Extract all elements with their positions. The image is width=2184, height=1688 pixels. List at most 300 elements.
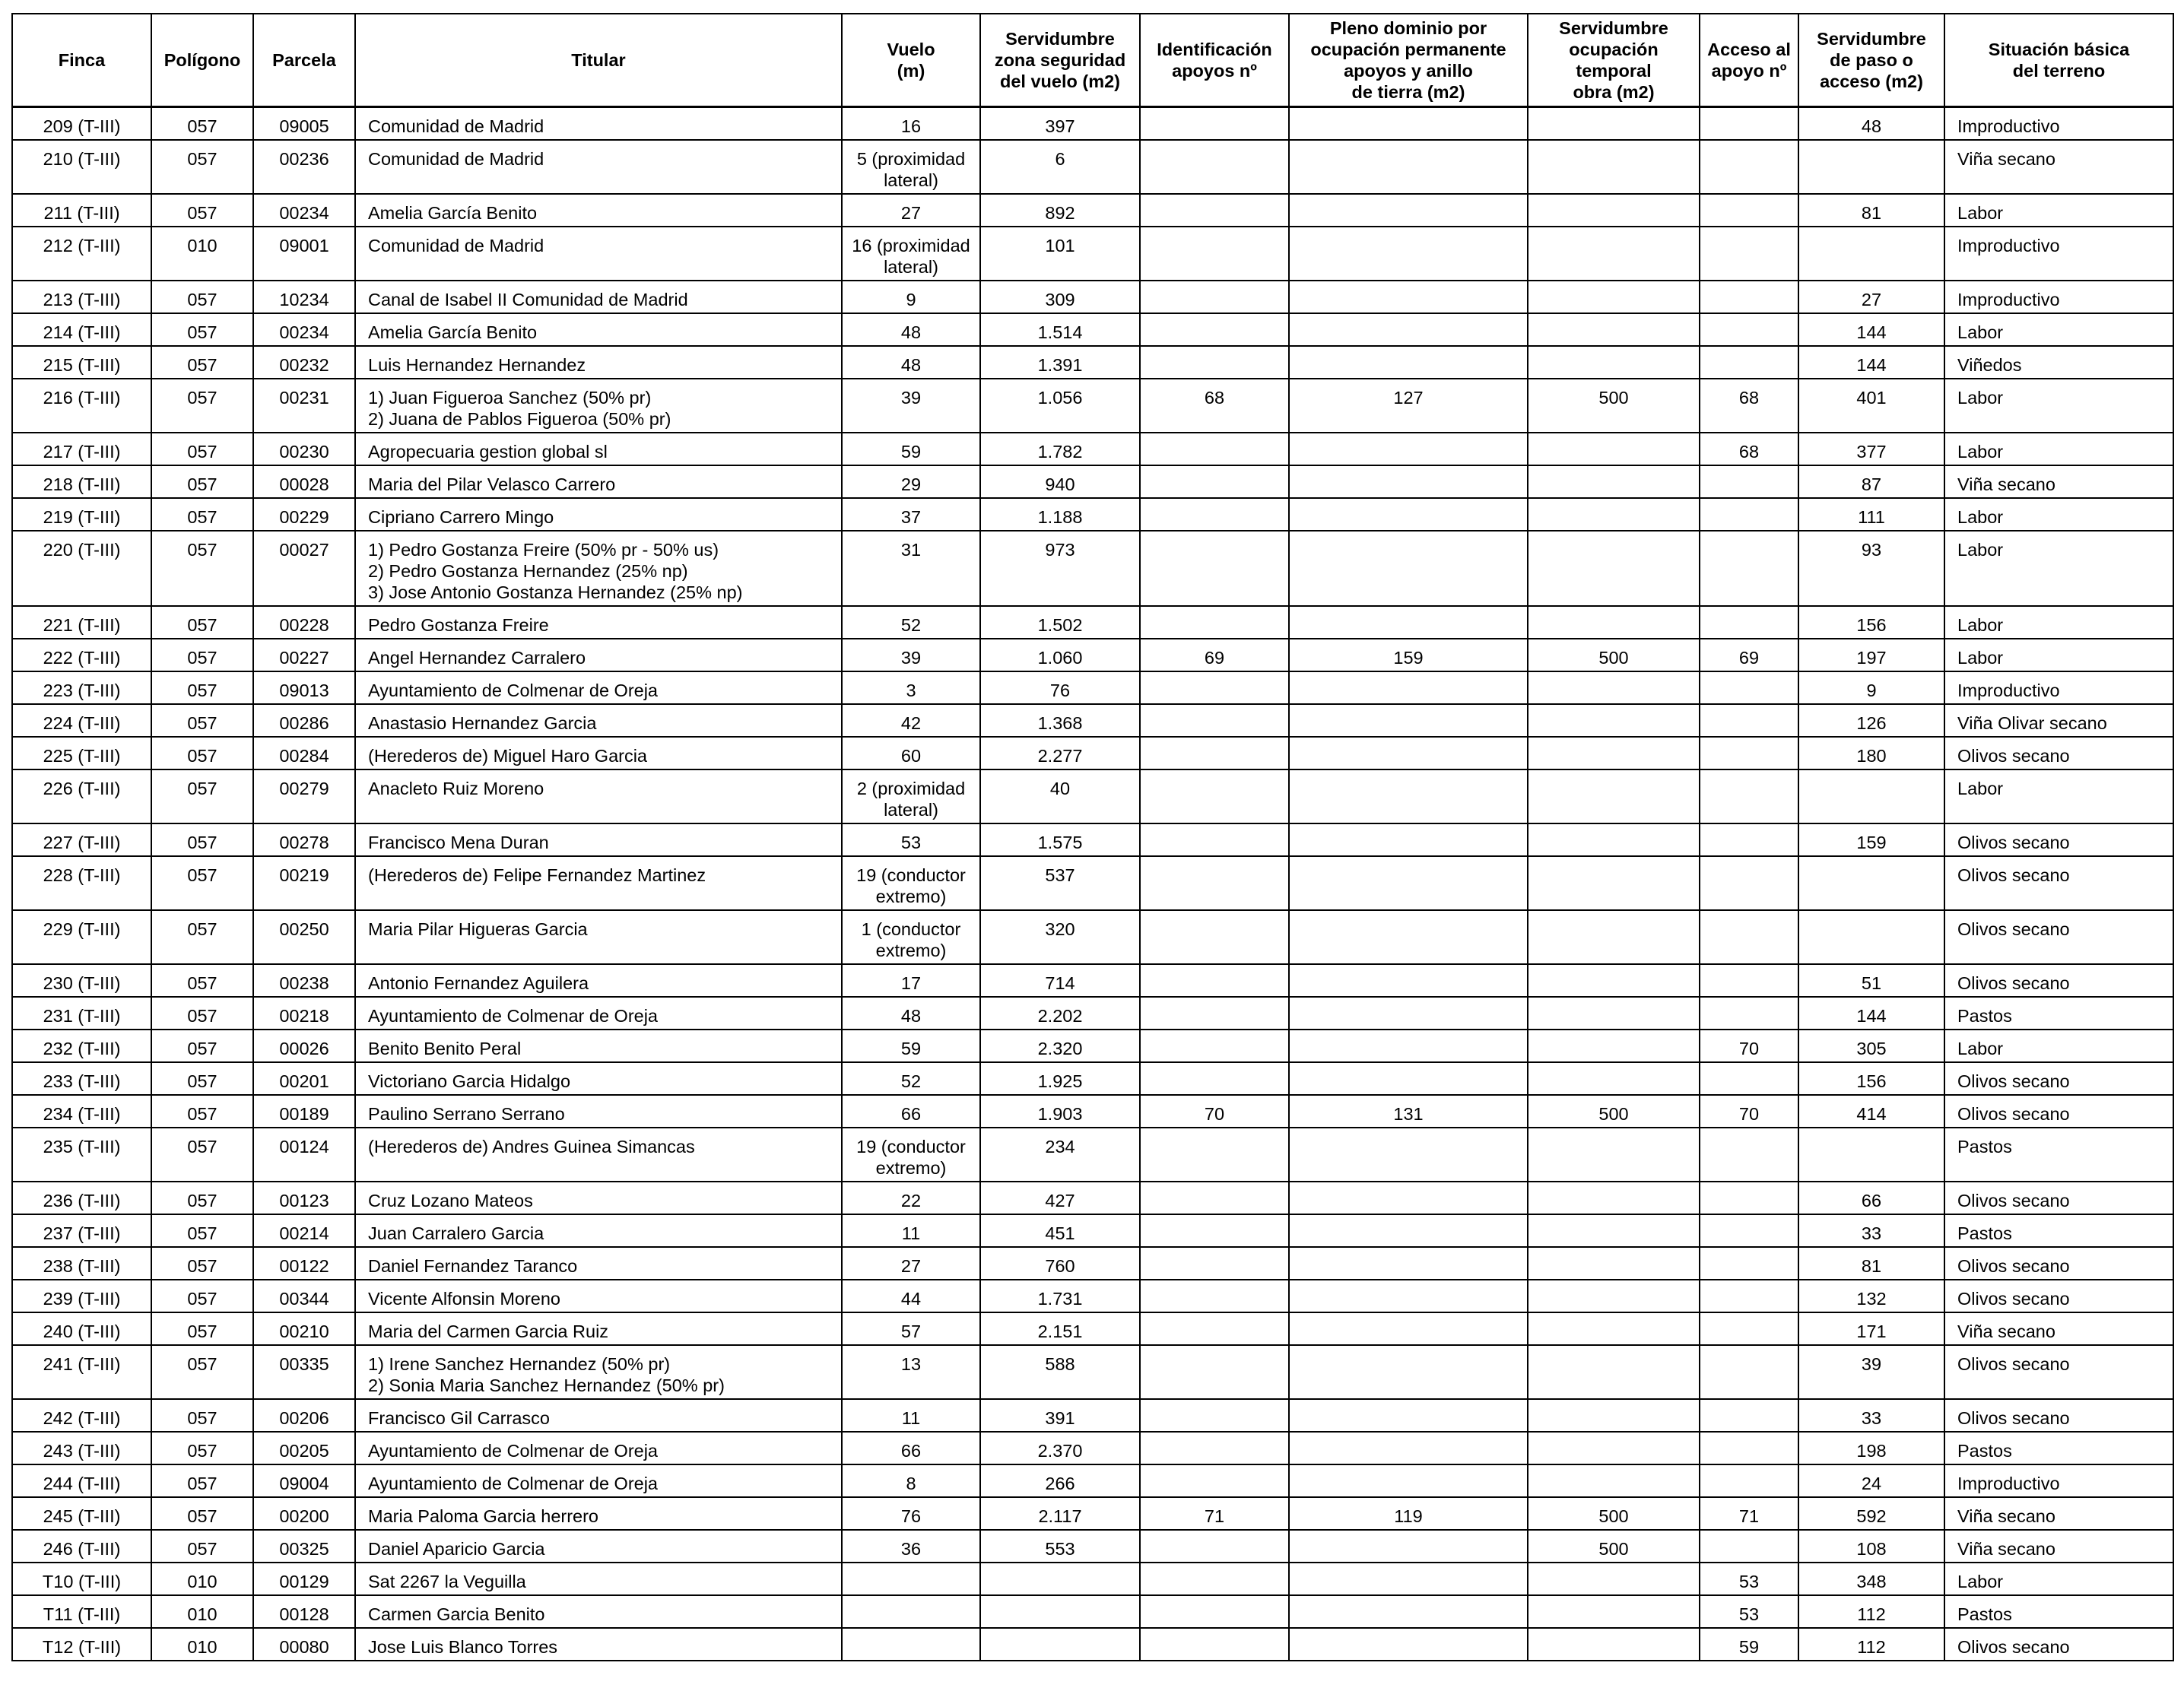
cell-finca: 215 (T-III) — [12, 346, 151, 379]
cell-vuelo: 17 — [842, 964, 980, 997]
cell-titular: Francisco Gil Carrasco — [355, 1399, 842, 1432]
cell-identificacion-apoyos — [1140, 1062, 1289, 1095]
cell-poligono: 057 — [151, 823, 253, 856]
table-row — [12, 1595, 2173, 1628]
cell-vuelo: 11 — [842, 1214, 980, 1247]
cell-vuelo: 22 — [842, 1182, 980, 1214]
cell-poligono: 057 — [151, 1128, 253, 1182]
cell-finca: 224 (T-III) — [12, 704, 151, 737]
cell-situacion-terreno: Improductivo — [1944, 227, 2173, 281]
cell-servidumbre-paso: 592 — [1798, 1497, 1944, 1530]
cell-vuelo: 37 — [842, 498, 980, 531]
cell-identificacion-apoyos — [1140, 194, 1289, 227]
cell-servidumbre-paso: 377 — [1798, 433, 1944, 465]
cell-servidumbre-vuelo: 1.925 — [980, 1062, 1140, 1095]
cell-ocupacion-temporal — [1528, 313, 1700, 346]
cell-acceso-apoyo — [1700, 346, 1798, 379]
cell-acceso-apoyo — [1700, 1432, 1798, 1464]
cell-servidumbre-vuelo: 1.056 — [980, 379, 1140, 433]
cell-servidumbre-paso: 51 — [1798, 964, 1944, 997]
cell-finca: 241 (T-III) — [12, 1345, 151, 1399]
cell-ocupacion-temporal — [1528, 531, 1700, 606]
cell-situacion-terreno: Labor — [1944, 194, 2173, 227]
cell-situacion-terreno: Labor — [1944, 531, 2173, 606]
cell-identificacion-apoyos — [1140, 1312, 1289, 1345]
cell-servidumbre-vuelo: 1.368 — [980, 704, 1140, 737]
header-servidumbre-paso: Servidumbre de paso o acceso (m2) — [1798, 14, 1944, 107]
table-row — [12, 227, 2173, 281]
cell-servidumbre-paso: 132 — [1798, 1280, 1944, 1312]
cell-finca: 225 (T-III) — [12, 737, 151, 769]
cell-acceso-apoyo — [1700, 1345, 1798, 1399]
table-body — [12, 107, 2173, 1661]
cell-titular: Sat 2267 la Veguilla — [355, 1563, 842, 1595]
cell-ocupacion-temporal — [1528, 964, 1700, 997]
cell-parcela: 00230 — [253, 433, 355, 465]
cell-servidumbre-vuelo: 40 — [980, 769, 1140, 823]
cell-identificacion-apoyos — [1140, 1247, 1289, 1280]
cell-situacion-terreno: Viña secano — [1944, 465, 2173, 498]
cell-parcela: 00238 — [253, 964, 355, 997]
cell-parcela: 00189 — [253, 1095, 355, 1128]
cell-identificacion-apoyos — [1140, 1628, 1289, 1661]
cell-servidumbre-vuelo — [980, 1628, 1140, 1661]
cell-parcela: 00200 — [253, 1497, 355, 1530]
cell-identificacion-apoyos — [1140, 346, 1289, 379]
cell-titular: Juan Carralero Garcia — [355, 1214, 842, 1247]
cell-ocupacion-temporal — [1528, 910, 1700, 964]
cell-poligono: 010 — [151, 1595, 253, 1628]
cell-acceso-apoyo — [1700, 1128, 1798, 1182]
cell-finca: 221 (T-III) — [12, 606, 151, 639]
cell-servidumbre-vuelo: 1.060 — [980, 639, 1140, 671]
table-row — [12, 465, 2173, 498]
cell-poligono: 057 — [151, 1214, 253, 1247]
cell-servidumbre-vuelo: 234 — [980, 1128, 1140, 1182]
cell-titular: Angel Hernandez Carralero — [355, 639, 842, 671]
cell-servidumbre-paso — [1798, 227, 1944, 281]
cell-servidumbre-vuelo: 892 — [980, 194, 1140, 227]
cell-acceso-apoyo: 71 — [1700, 1497, 1798, 1530]
cell-titular: Antonio Fernandez Aguilera — [355, 964, 842, 997]
cell-situacion-terreno: Viña secano — [1944, 140, 2173, 194]
cell-acceso-apoyo — [1700, 1062, 1798, 1095]
cell-vuelo: 36 — [842, 1530, 980, 1563]
cell-parcela: 00335 — [253, 1345, 355, 1399]
cell-ocupacion-temporal — [1528, 346, 1700, 379]
cell-vuelo: 9 — [842, 281, 980, 313]
cell-titular: Canal de Isabel II Comunidad de Madrid — [355, 281, 842, 313]
cell-identificacion-apoyos — [1140, 606, 1289, 639]
table-row — [12, 1563, 2173, 1595]
cell-acceso-apoyo — [1700, 194, 1798, 227]
cell-servidumbre-paso: 126 — [1798, 704, 1944, 737]
cell-ocupacion-temporal — [1528, 433, 1700, 465]
cell-acceso-apoyo — [1700, 498, 1798, 531]
cell-situacion-terreno: Olivos secano — [1944, 1628, 2173, 1661]
cell-pleno-dominio — [1289, 346, 1528, 379]
cell-situacion-terreno: Improductivo — [1944, 671, 2173, 704]
cell-pleno-dominio — [1289, 498, 1528, 531]
cell-servidumbre-paso: 48 — [1798, 107, 1944, 141]
cell-titular: Victoriano Garcia Hidalgo — [355, 1062, 842, 1095]
cell-titular: Ayuntamiento de Colmenar de Oreja — [355, 671, 842, 704]
cell-parcela: 00234 — [253, 194, 355, 227]
cell-titular: Maria Paloma Garcia herrero — [355, 1497, 842, 1530]
cell-pleno-dominio — [1289, 1464, 1528, 1497]
cell-situacion-terreno: Olivos secano — [1944, 1095, 2173, 1128]
cell-identificacion-apoyos — [1140, 1563, 1289, 1595]
cell-vuelo: 29 — [842, 465, 980, 498]
table-row — [12, 1030, 2173, 1062]
cell-vuelo: 66 — [842, 1432, 980, 1464]
cell-parcela: 00278 — [253, 823, 355, 856]
cell-ocupacion-temporal: 500 — [1528, 379, 1700, 433]
header-titular: Titular — [355, 14, 842, 107]
cell-titular: Agropecuaria gestion global sl — [355, 433, 842, 465]
cell-situacion-terreno: Olivos secano — [1944, 964, 2173, 997]
table-row — [12, 194, 2173, 227]
cell-ocupacion-temporal — [1528, 140, 1700, 194]
cell-poligono: 057 — [151, 346, 253, 379]
cell-situacion-terreno: Olivos secano — [1944, 1280, 2173, 1312]
cell-servidumbre-paso — [1798, 856, 1944, 910]
cell-poligono: 057 — [151, 997, 253, 1030]
cell-acceso-apoyo — [1700, 1182, 1798, 1214]
cell-vuelo: 27 — [842, 1247, 980, 1280]
cell-ocupacion-temporal — [1528, 823, 1700, 856]
cell-situacion-terreno: Viñedos — [1944, 346, 2173, 379]
cell-acceso-apoyo — [1700, 1214, 1798, 1247]
cell-servidumbre-vuelo: 940 — [980, 465, 1140, 498]
cell-situacion-terreno: Olivos secano — [1944, 1399, 2173, 1432]
cell-situacion-terreno: Improductivo — [1944, 107, 2173, 141]
cell-servidumbre-vuelo: 427 — [980, 1182, 1140, 1214]
cell-pleno-dominio — [1289, 433, 1528, 465]
cell-pleno-dominio — [1289, 997, 1528, 1030]
cell-situacion-terreno: Labor — [1944, 313, 2173, 346]
cell-pleno-dominio — [1289, 140, 1528, 194]
cell-pleno-dominio: 119 — [1289, 1497, 1528, 1530]
cell-acceso-apoyo — [1700, 1280, 1798, 1312]
cell-vuelo: 19 (conductor extremo) — [842, 856, 980, 910]
cell-parcela: 00206 — [253, 1399, 355, 1432]
cell-servidumbre-paso: 87 — [1798, 465, 1944, 498]
table-row — [12, 531, 2173, 606]
cell-servidumbre-vuelo: 1.188 — [980, 498, 1140, 531]
cell-titular: Benito Benito Peral — [355, 1030, 842, 1062]
cell-servidumbre-paso: 112 — [1798, 1628, 1944, 1661]
cell-identificacion-apoyos — [1140, 531, 1289, 606]
cell-servidumbre-paso: 112 — [1798, 1595, 1944, 1628]
cell-parcela: 00284 — [253, 737, 355, 769]
cell-acceso-apoyo — [1700, 704, 1798, 737]
table-row — [12, 964, 2173, 997]
cell-vuelo: 57 — [842, 1312, 980, 1345]
cell-pleno-dominio — [1289, 737, 1528, 769]
cell-titular: Anacleto Ruiz Moreno — [355, 769, 842, 823]
cell-ocupacion-temporal — [1528, 1247, 1700, 1280]
cell-parcela: 00232 — [253, 346, 355, 379]
cell-servidumbre-paso: 159 — [1798, 823, 1944, 856]
table-row — [12, 606, 2173, 639]
cell-pleno-dominio — [1289, 1530, 1528, 1563]
cell-acceso-apoyo — [1700, 964, 1798, 997]
cell-parcela: 00229 — [253, 498, 355, 531]
cell-ocupacion-temporal — [1528, 1628, 1700, 1661]
cell-identificacion-apoyos — [1140, 1464, 1289, 1497]
cell-parcela: 00124 — [253, 1128, 355, 1182]
cell-finca: 214 (T-III) — [12, 313, 151, 346]
cell-poligono: 057 — [151, 1030, 253, 1062]
table-row — [12, 1182, 2173, 1214]
cell-poligono: 057 — [151, 194, 253, 227]
cell-identificacion-apoyos — [1140, 1280, 1289, 1312]
cell-titular: Daniel Fernandez Taranco — [355, 1247, 842, 1280]
cell-finca: 209 (T-III) — [12, 107, 151, 141]
cell-pleno-dominio: 131 — [1289, 1095, 1528, 1128]
table-row — [12, 823, 2173, 856]
cell-finca: 237 (T-III) — [12, 1214, 151, 1247]
cell-finca: 213 (T-III) — [12, 281, 151, 313]
header-vuelo: Vuelo (m) — [842, 14, 980, 107]
table-row — [12, 1095, 2173, 1128]
cell-pleno-dominio — [1289, 1345, 1528, 1399]
cell-pleno-dominio — [1289, 823, 1528, 856]
cell-parcela: 00231 — [253, 379, 355, 433]
cell-acceso-apoyo — [1700, 856, 1798, 910]
table-row — [12, 910, 2173, 964]
cell-titular: Ayuntamiento de Colmenar de Oreja — [355, 1432, 842, 1464]
table-row — [12, 1280, 2173, 1312]
cell-ocupacion-temporal — [1528, 1128, 1700, 1182]
cell-situacion-terreno: Olivos secano — [1944, 737, 2173, 769]
cell-finca: 244 (T-III) — [12, 1464, 151, 1497]
cell-vuelo: 31 — [842, 531, 980, 606]
table-row — [12, 1628, 2173, 1661]
cell-situacion-terreno: Olivos secano — [1944, 1182, 2173, 1214]
cell-acceso-apoyo — [1700, 910, 1798, 964]
cell-ocupacion-temporal: 500 — [1528, 1497, 1700, 1530]
cell-servidumbre-vuelo: 397 — [980, 107, 1140, 141]
cell-situacion-terreno: Labor — [1944, 1563, 2173, 1595]
cell-titular: Cruz Lozano Mateos — [355, 1182, 842, 1214]
header-identificacion-apoyos: Identificación apoyos nº — [1140, 14, 1289, 107]
cell-situacion-terreno: Olivos secano — [1944, 856, 2173, 910]
cell-vuelo: 39 — [842, 379, 980, 433]
cell-servidumbre-paso — [1798, 1128, 1944, 1182]
cell-acceso-apoyo — [1700, 823, 1798, 856]
cell-identificacion-apoyos — [1140, 1399, 1289, 1432]
cell-finca: 230 (T-III) — [12, 964, 151, 997]
header-situacion-terreno: Situación básica del terreno — [1944, 14, 2173, 107]
cell-identificacion-apoyos: 71 — [1140, 1497, 1289, 1530]
cell-pleno-dominio: 127 — [1289, 379, 1528, 433]
cell-vuelo — [842, 1628, 980, 1661]
cell-ocupacion-temporal — [1528, 1182, 1700, 1214]
cell-finca: 233 (T-III) — [12, 1062, 151, 1095]
cell-situacion-terreno: Olivos secano — [1944, 823, 2173, 856]
cell-identificacion-apoyos — [1140, 1530, 1289, 1563]
cell-finca: T11 (T-III) — [12, 1595, 151, 1628]
cell-vuelo: 48 — [842, 346, 980, 379]
cell-situacion-terreno: Olivos secano — [1944, 1247, 2173, 1280]
cell-acceso-apoyo — [1700, 281, 1798, 313]
cell-titular: Amelia García Benito — [355, 194, 842, 227]
cell-parcela: 00205 — [253, 1432, 355, 1464]
cell-pleno-dominio — [1289, 1432, 1528, 1464]
table-row — [12, 1432, 2173, 1464]
cell-parcela: 00219 — [253, 856, 355, 910]
cell-identificacion-apoyos — [1140, 140, 1289, 194]
cell-pleno-dominio — [1289, 856, 1528, 910]
cell-parcela: 00228 — [253, 606, 355, 639]
table-row — [12, 313, 2173, 346]
cell-pleno-dominio — [1289, 1247, 1528, 1280]
cell-situacion-terreno: Olivos secano — [1944, 910, 2173, 964]
table-row — [12, 856, 2173, 910]
cell-parcela: 00286 — [253, 704, 355, 737]
cell-finca: 234 (T-III) — [12, 1095, 151, 1128]
cell-identificacion-apoyos — [1140, 498, 1289, 531]
cell-identificacion-apoyos — [1140, 997, 1289, 1030]
cell-pleno-dominio: 159 — [1289, 639, 1528, 671]
cell-identificacion-apoyos — [1140, 910, 1289, 964]
cell-finca: 235 (T-III) — [12, 1128, 151, 1182]
table-row — [12, 1464, 2173, 1497]
cell-servidumbre-vuelo: 320 — [980, 910, 1140, 964]
cell-pleno-dominio — [1289, 606, 1528, 639]
cell-parcela: 09001 — [253, 227, 355, 281]
cell-parcela: 09004 — [253, 1464, 355, 1497]
cell-servidumbre-paso: 171 — [1798, 1312, 1944, 1345]
cell-vuelo: 16 — [842, 107, 980, 141]
cell-identificacion-apoyos: 68 — [1140, 379, 1289, 433]
cell-situacion-terreno: Labor — [1944, 379, 2173, 433]
cell-servidumbre-paso: 93 — [1798, 531, 1944, 606]
cell-parcela: 09005 — [253, 107, 355, 141]
cell-titular: Amelia García Benito — [355, 313, 842, 346]
cell-vuelo: 27 — [842, 194, 980, 227]
cell-parcela: 00027 — [253, 531, 355, 606]
cell-situacion-terreno: Labor — [1944, 433, 2173, 465]
cell-vuelo: 60 — [842, 737, 980, 769]
cell-situacion-terreno: Viña secano — [1944, 1530, 2173, 1563]
table-row — [12, 997, 2173, 1030]
cell-identificacion-apoyos — [1140, 1432, 1289, 1464]
cell-titular: Luis Hernandez Hernandez — [355, 346, 842, 379]
cell-poligono: 057 — [151, 140, 253, 194]
cell-situacion-terreno: Improductivo — [1944, 281, 2173, 313]
cell-ocupacion-temporal — [1528, 227, 1700, 281]
cell-servidumbre-vuelo: 2.202 — [980, 997, 1140, 1030]
cell-servidumbre-vuelo: 451 — [980, 1214, 1140, 1247]
cell-servidumbre-vuelo: 2.117 — [980, 1497, 1140, 1530]
cell-identificacion-apoyos — [1140, 1128, 1289, 1182]
cell-servidumbre-paso: 348 — [1798, 1563, 1944, 1595]
cell-titular: 1) Irene Sanchez Hernandez (50% pr) 2) Sonia Maria Sanchez Hernandez (50% pr) — [355, 1345, 842, 1399]
cell-parcela: 10234 — [253, 281, 355, 313]
cell-servidumbre-vuelo — [980, 1595, 1140, 1628]
cell-poligono: 057 — [151, 671, 253, 704]
cell-finca: 226 (T-III) — [12, 769, 151, 823]
cell-finca: 216 (T-III) — [12, 379, 151, 433]
cell-ocupacion-temporal: 500 — [1528, 1530, 1700, 1563]
header-acceso-apoyo: Acceso al apoyo nº — [1700, 14, 1798, 107]
table-row — [12, 140, 2173, 194]
cell-situacion-terreno: Viña Olivar secano — [1944, 704, 2173, 737]
cell-acceso-apoyo — [1700, 769, 1798, 823]
cell-finca: 246 (T-III) — [12, 1530, 151, 1563]
cell-servidumbre-paso — [1798, 769, 1944, 823]
cell-situacion-terreno: Viña secano — [1944, 1312, 2173, 1345]
cell-parcela: 00122 — [253, 1247, 355, 1280]
cell-poligono: 057 — [151, 1345, 253, 1399]
cell-pleno-dominio — [1289, 107, 1528, 141]
cell-ocupacion-temporal — [1528, 465, 1700, 498]
cell-finca: 239 (T-III) — [12, 1280, 151, 1312]
cell-servidumbre-paso: 33 — [1798, 1399, 1944, 1432]
cell-identificacion-apoyos — [1140, 704, 1289, 737]
cell-situacion-terreno: Labor — [1944, 1030, 2173, 1062]
cell-parcela: 00026 — [253, 1030, 355, 1062]
cell-poligono: 057 — [151, 639, 253, 671]
cell-acceso-apoyo: 53 — [1700, 1595, 1798, 1628]
cell-finca: 217 (T-III) — [12, 433, 151, 465]
cell-finca: 243 (T-III) — [12, 1432, 151, 1464]
cell-servidumbre-vuelo: 101 — [980, 227, 1140, 281]
cell-parcela: 00214 — [253, 1214, 355, 1247]
cell-servidumbre-vuelo: 1.514 — [980, 313, 1140, 346]
cell-vuelo: 13 — [842, 1345, 980, 1399]
cell-acceso-apoyo — [1700, 1247, 1798, 1280]
cell-acceso-apoyo — [1700, 227, 1798, 281]
table-row — [12, 433, 2173, 465]
cell-titular: Maria del Carmen Garcia Ruiz — [355, 1312, 842, 1345]
cell-pleno-dominio — [1289, 1062, 1528, 1095]
cell-poligono: 057 — [151, 313, 253, 346]
cell-acceso-apoyo — [1700, 1464, 1798, 1497]
cell-ocupacion-temporal — [1528, 194, 1700, 227]
cell-servidumbre-vuelo: 973 — [980, 531, 1140, 606]
cell-parcela: 00325 — [253, 1530, 355, 1563]
header-pleno-dominio: Pleno dominio por ocupación permanente apoyos y anillo de tierra (m2) — [1289, 14, 1528, 107]
cell-pleno-dominio — [1289, 1312, 1528, 1345]
cell-vuelo: 48 — [842, 313, 980, 346]
cell-titular: Comunidad de Madrid — [355, 140, 842, 194]
cell-finca: 212 (T-III) — [12, 227, 151, 281]
cell-ocupacion-temporal — [1528, 1595, 1700, 1628]
cell-ocupacion-temporal — [1528, 107, 1700, 141]
cell-servidumbre-vuelo: 2.151 — [980, 1312, 1140, 1345]
header-row — [12, 14, 2173, 107]
cell-situacion-terreno: Viña secano — [1944, 1497, 2173, 1530]
cell-vuelo: 19 (conductor extremo) — [842, 1128, 980, 1182]
header-servidumbre-vuelo: Servidumbre zona seguridad del vuelo (m2) — [980, 14, 1140, 107]
cell-acceso-apoyo — [1700, 997, 1798, 1030]
cell-servidumbre-paso: 27 — [1798, 281, 1944, 313]
cell-acceso-apoyo: 70 — [1700, 1095, 1798, 1128]
cell-situacion-terreno: Pastos — [1944, 1595, 2173, 1628]
cell-situacion-terreno: Labor — [1944, 639, 2173, 671]
cell-servidumbre-paso: 156 — [1798, 606, 1944, 639]
cell-vuelo: 1 (conductor extremo) — [842, 910, 980, 964]
cell-acceso-apoyo — [1700, 1530, 1798, 1563]
cell-vuelo: 52 — [842, 1062, 980, 1095]
cell-finca: T10 (T-III) — [12, 1563, 151, 1595]
cell-acceso-apoyo — [1700, 107, 1798, 141]
cell-servidumbre-paso — [1798, 140, 1944, 194]
